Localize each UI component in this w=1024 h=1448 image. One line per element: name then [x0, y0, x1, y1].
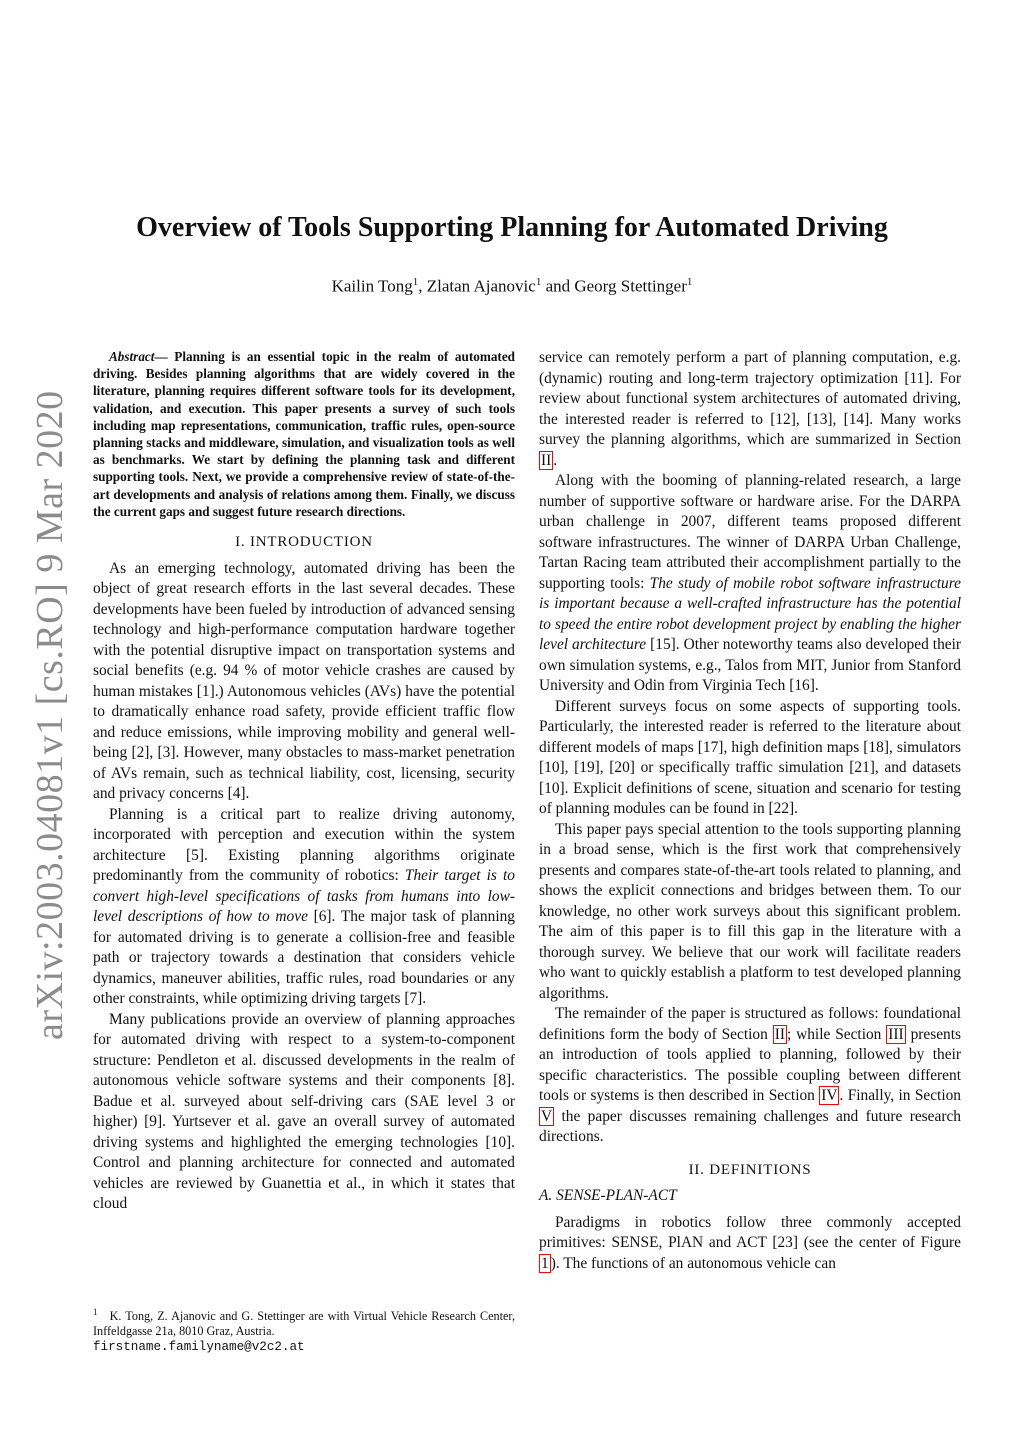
- author-separator: and: [541, 276, 575, 296]
- section-link[interactable]: II: [541, 451, 552, 469]
- section-link[interactable]: IV: [821, 1087, 838, 1104]
- author-list: [0, 276, 1024, 297]
- paragraph: [539, 1213, 961, 1275]
- paragraph: [539, 471, 961, 697]
- text-run: the paper discusses remaining challenges and future research directions.: [539, 1107, 961, 1145]
- quoted-definition: Their target is to convert high-level specifications of tasks from humans into low-level descriptions of how to move: [93, 867, 515, 926]
- abstract: Abstract— Planning is an essential topic in the realm of automated driving. Besides planning algorithms that are widely covered in the literature, planning requires different software tools for its development, validation, and execution. This paper presents a survey of such tools including map representations, communication, traffic rules, open-source planning stacks and middleware, simulation, and visualization tools as well as benchmarks. We start by defining the planning task and different supporting tools. Next, we provide a comprehensive review of state-of-the-art developments and analysis of relations among them. Finally, we discuss the current gaps and suggest future research directions.: [93, 349, 516, 519]
- arxiv-watermark: arXiv:2003.04081v1 [cs.RO] 9 Mar 2020: [29, 390, 71, 1040]
- paragraph: [539, 1004, 961, 1148]
- text-run: . Finally, in Section: [839, 1087, 961, 1104]
- text-run: Planning is a critical part to realize driving autonomy, incorporated with perception and execution within the system architecture [5]. Existing planning algorithms originate predominantly from the community of robotics:: [93, 805, 515, 885]
- section-link[interactable]: II: [774, 1025, 785, 1043]
- footnote: [93, 1305, 515, 1355]
- text-run: ; while Section: [786, 1025, 887, 1043]
- paragraph: Different surveys focus on some aspects of supporting tools. Particularly, the interested reader is referred to the literature about different models of maps [17], high definition maps [18], simulators [10], [19], [20] or specifically traffic simulation [21], and datasets [10]. Explicit definitions of scene, situation and scenario for testing of planning modules can be found in [22].: [539, 697, 961, 817]
- text-run: service can remotely perform a part of planning computation, e.g. (dynamic) routing and long-term trajectory optimization [11]. For review about functional system architectures of automated driving, the interested reader is referred to [12], [13], [14]. Many works survey the planning algorithms, which are summarized in Section: [539, 349, 961, 448]
- paper-title: Overview of Tools Supporting Planning for Automated Driving: [136, 212, 888, 243]
- text-run: ). The functions of an autonomous vehicle can: [550, 1254, 836, 1272]
- right-column: [539, 348, 961, 1274]
- text-run: Along with the booming of planning-related research, a large number of supportive software or hardware arise. For the DARPA urban challenge in 2007, different teams proposed different software infrastructures. The winner of DARPA Urban Challenge, Tartan Racing team attributed their accomplishment partially to the supporting tools:: [539, 472, 961, 592]
- text-run: presents an introduction of tools applied to planning, followed by their specific characteristics. The possible coupling between different tools or systems is then described in Section: [539, 1025, 961, 1104]
- text-run: Paradigms in robotics follow three commonly accepted primitives: SENSE, PlAN and ACT [23] (see the center of Figure: [539, 1213, 961, 1251]
- author-affiliation-mark: 1: [686, 276, 693, 288]
- footnote-text: K. Tong, Z. Ajanovic and G. Stettinger are with Virtual Vehicle Research Center, Inffeldgasse 21a, 8010 Graz, Austria.: [93, 1309, 516, 1339]
- quoted-statement: The study of mobile robot software infrastructure is important because a well-crafted infrastructure has the potential to speed the entire robot development project by enabling the higher level architecture: [539, 574, 961, 653]
- footnote-email: firstname.familyname@v2c2.at: [93, 1340, 305, 1355]
- text-run: [6]. The major task of planning for automated driving is to generate a collision-free and feasible path or trajectory towards a destination that considers vehicle dynamics, maneuver abilities, traffic rules, road boundaries or any other constraints, while optimizing driving targets [7].: [93, 908, 515, 1008]
- author-name: Kailin Tong: [331, 276, 413, 296]
- text-run: The remainder of the paper is structured as follows: foundational definitions form the body of Section: [539, 1005, 961, 1043]
- paragraph: [93, 805, 515, 1010]
- abstract-text: Planning is an essential topic in the realm of automated driving. Besides planning algorithms that are widely covered in the literature, planning requires different software tools for its development, validation, and execution. This paper presents a survey of such tools including map representations, communication, traffic rules, open-source planning stacks and middleware, simulation, and visualization tools as well as benchmarks. We start by defining the planning task and different supporting tools. Next, we provide a comprehensive review of state-of-the-art developments and analysis of relations among them. Finally, we discuss the current gaps and suggest future research directions.: [93, 349, 516, 519]
- figure-link[interactable]: 1: [541, 1254, 549, 1272]
- text-run: [15]. Other noteworthy teams also developed their own simulation systems, e.g., Talos from MIT, Junior from Stanford University and Odin from Virginia Tech [16].: [539, 636, 961, 694]
- section-heading-definitions: II. DEFINITIONS: [688, 1161, 812, 1178]
- section-heading-introduction: I. INTRODUCTION: [235, 534, 373, 551]
- paragraph: [539, 348, 961, 471]
- text-run: .: [553, 451, 558, 469]
- paragraph: Many publications provide an overview of planning approaches for automated driving with respect to a system-to-component structure: Pendleton et al. discussed developments in the realm of autonomous vehicle software systems and their components [8]. Badue et al. surveyed about self-driving cars (SAE level 3 or higher) [9]. Yurtsever et al. gave an overall survey of automated driving systems and highlighted the emerging technologies [10]. Control and planning architecture for connected and automated vehicles are reviewed by Guanettia et al., in which it states that cloud: [93, 1010, 515, 1213]
- author-affiliation-mark: 1: [412, 276, 419, 288]
- author-name: Zlatan Ajanovic: [426, 276, 536, 296]
- paragraph: This paper pays special attention to the tools supporting planning in a broad sense, which is the first work that comprehensively presents and compares state-of-the-art tools related to planning, and shows the explicit connections and bridges between them. To our knowledge, no other work surveys about this significant problem. The aim of this paper is to fill this gap in the literature with a thorough survey. We believe that our work will facilitate readers who want to quickly establish a platform to test developed planning algorithms.: [539, 820, 961, 1002]
- author-separator: ,: [418, 276, 427, 296]
- author-affiliation-mark: 1: [535, 276, 542, 288]
- subsection-heading: A. SENSE-PLAN-ACT: [539, 1187, 677, 1204]
- section-link[interactable]: III: [888, 1025, 904, 1043]
- paragraph: As an emerging technology, automated driving has been the object of great research efforts in the last several decades. These developments have been fueled by introduction of advanced sensing technology and high-performance computation hardware together with the potential disruptive impact on transportation systems and social benefits (e.g. 94 % of motor vehicle crashes are caused by human mistakes [1].) Autonomous vehicles (AVs) have the potential to dramatically enhance road safety, provide efficient traffic flow and reduce emissions, while improving mobility and general well-being [2], [3]. However, many obstacles to mass-market penetration of AVs remain, such as technical liability, cost, licensing, security and privacy concerns [4].: [93, 559, 515, 803]
- section-link[interactable]: V: [541, 1107, 553, 1125]
- author-name: Georg Stettinger: [574, 276, 687, 296]
- footnote-mark: 1: [93, 1307, 98, 1317]
- abstract-label: Abstract: [109, 349, 155, 364]
- left-column: [93, 348, 515, 1215]
